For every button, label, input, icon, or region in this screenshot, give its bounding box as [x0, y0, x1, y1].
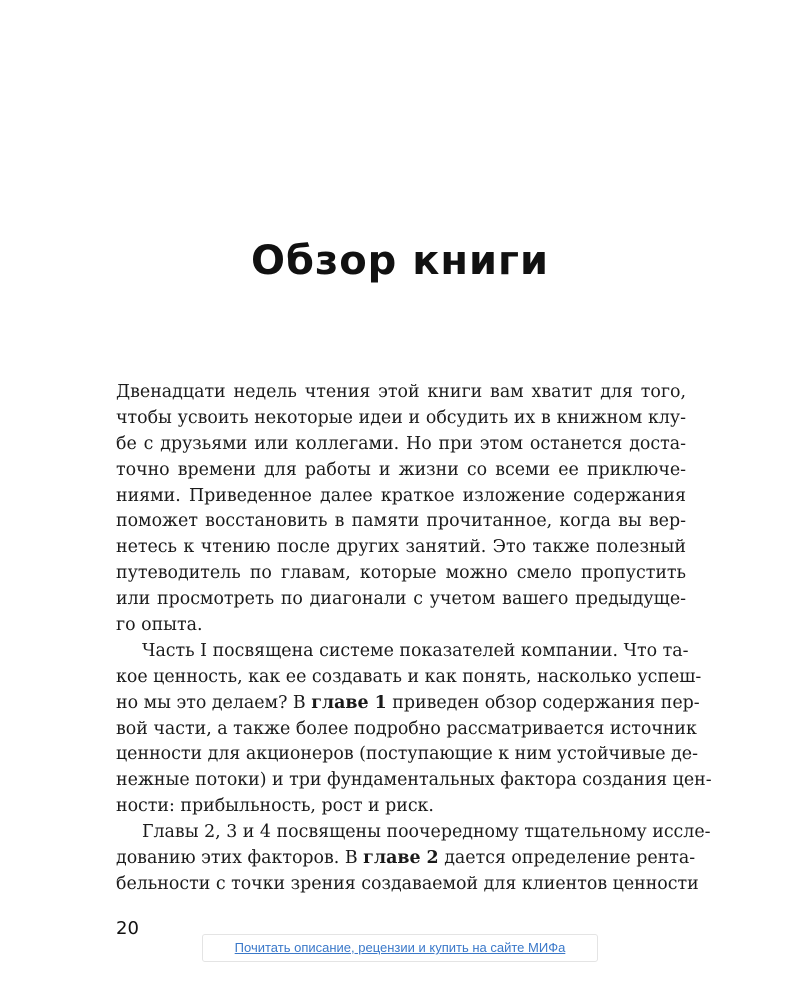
text-line: нежные потоки) и три фундаментальных фактора создания цен-: [116, 770, 712, 791]
text-line: путеводитель по главам, которые можно смело пропустить: [116, 563, 686, 584]
text-line: Часть I посвящена системе показателей компании. Что та-: [142, 640, 689, 661]
text-line: вой части, а также более подробно рассматривается источник: [116, 718, 697, 739]
text-line: кое ценность, как ее создавать и как понять, насколько успеш-: [116, 666, 702, 687]
text-line: Главы 2, 3 и 4 посвящены поочередному тщательному иссле-: [142, 822, 711, 843]
store-banner: [202, 934, 598, 962]
text-line: поможет восстановить в памяти прочитанное, когда вы вер-: [116, 511, 686, 532]
text-line: ности: прибыльность, рост и риск.: [116, 796, 434, 817]
chapter-reference: главе 2: [363, 848, 439, 869]
text-line: нетесь к чтению после других занятий. Это также полезный: [116, 537, 686, 558]
text-line: точно времени для работы и жизни со всеми ее приключе-: [116, 459, 686, 480]
text-line: [116, 691, 700, 717]
text-line: ценности для акционеров (поступающие к ним устойчивые де-: [116, 744, 698, 765]
text-line: го опыта.: [116, 615, 203, 636]
chapter-reference: главе 1: [311, 692, 387, 713]
text-run: но мы это делаем? В: [116, 692, 312, 713]
text-run: дованию этих факторов. В: [116, 848, 364, 869]
text-line: или просмотреть по диагонали с учетом вашего предыдуще-: [116, 589, 686, 610]
text-line: бе с друзьями или коллегами. Но при этом останется доста-: [116, 433, 686, 454]
text-line: [116, 846, 696, 872]
store-link[interactable]: Почитать описание, рецензии и купить на сайте МИФа: [234, 940, 566, 955]
body-text: [116, 380, 712, 898]
text-line: чтобы усвоить некоторые идеи и обсудить их в книжном клу-: [116, 407, 686, 428]
page-title: Обзор книги: [251, 238, 549, 284]
text-run: дается определение рента-: [438, 848, 696, 869]
text-line: Двенадцати недель чтения этой книги вам хватит для того,: [116, 382, 686, 402]
text-line: ниями. Приведенное далее краткое изложение содержания: [116, 485, 686, 506]
text-run: приведен обзор содержания пер-: [386, 692, 700, 713]
page-number: 20: [116, 918, 139, 939]
text-line: бельности с точки зрения создаваемой для клиентов ценности: [116, 873, 699, 894]
